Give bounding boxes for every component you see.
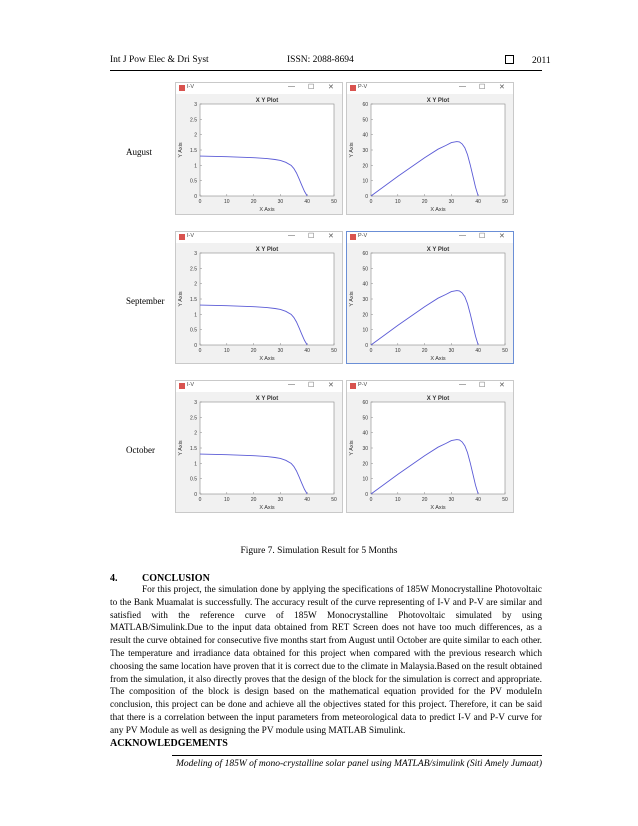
close-button[interactable]: ✕	[499, 84, 505, 91]
figure-window-title: P-V	[358, 233, 368, 239]
x-tick-label: 10	[395, 348, 401, 354]
y-tick-label: 20	[362, 163, 368, 170]
y-tick-label: 2.5	[190, 415, 197, 422]
conclusion-text: For this project, the simulation done by applying the specifications of 185W Monocrystalline Photovoltaic to the Bank Muamalat is successfully. The accuracy result of the curve representing of I-V and P-V are similar and satisfied with the reference curve of 185W Monocrystalline Photovoltaic simulated by using MATLAB/Simulink.Due to the input data obtained from RET Screen does not have too much differences, as a result the curve obtained for consecutive five months start from August until October are quite similar to each other. The temperature and irradiance data obtained for this project when compared with the previous research which choosing the same location have proven that it is correct due to the climate in Malaysia.Based on the result obtained from the simulation, it also directly proves that the design of the block for the simulation is correct and appropriate. The composition of the block is design based on the mathematical equation provided for the PV moduleIn conclusion, this project can be done and achieve all the objectives stated for this project. Therefore, it can be said that there is a correlation between the input parameters from meteorological data to predict I-V and P-V curve for any PV Module as well as designing the PV module using MATLAB Simulink.	[110, 585, 542, 736]
x-tick-label: 20	[250, 199, 257, 205]
plot-title: X Y Plot	[255, 98, 279, 104]
y-tick-label: 3	[194, 102, 197, 108]
y-tick-label: 0	[365, 343, 368, 349]
figure-titlebar	[176, 83, 342, 94]
x-tick-label: 10	[224, 199, 230, 205]
y-tick-label: 1	[194, 163, 197, 170]
x-tick-label: 40	[475, 199, 481, 205]
figure-titlebar	[176, 381, 342, 392]
maximize-button[interactable]: ☐	[308, 84, 315, 91]
plot-title: X Y Plot	[426, 247, 450, 253]
figure-window-title: I-V	[187, 84, 195, 90]
x-tick-label: 30	[448, 497, 455, 503]
y-tick-label: 0	[194, 343, 197, 349]
x-tick-label: 10	[395, 199, 401, 205]
maximize-button[interactable]: ☐	[308, 233, 315, 240]
maximize-button[interactable]: ☐	[479, 84, 486, 91]
x-tick-label: 40	[304, 497, 310, 503]
x-tick-label: 0	[369, 348, 373, 354]
conclusion-paragraph	[110, 584, 542, 738]
minimize-button[interactable]: —	[288, 232, 295, 239]
y-tick-label: 1.5	[190, 446, 197, 452]
matlab-figure-icon	[350, 383, 356, 389]
y-tick-label: 10	[362, 476, 368, 483]
y-axis-label: Y Axis	[349, 440, 355, 456]
plot-title: X Y Plot	[255, 247, 279, 253]
acknowledgements-heading: ACKNOWLEDGEMENTS	[110, 738, 228, 749]
section-title: CONCLUSION	[142, 573, 210, 584]
figure-titlebar	[347, 381, 513, 392]
x-tick-label: 50	[331, 348, 337, 354]
x-tick-label: 40	[475, 497, 481, 503]
minimize-button[interactable]: —	[288, 83, 295, 90]
y-tick-label: 1	[194, 461, 197, 468]
figure-window-september-p-v	[346, 231, 514, 364]
x-tick-label: 50	[502, 348, 508, 354]
x-axis-label: X Axis	[430, 356, 446, 362]
y-tick-label: 20	[362, 461, 368, 468]
figure-titlebar	[347, 232, 513, 243]
y-tick-label: 0	[365, 492, 368, 498]
minimize-button[interactable]: —	[459, 381, 466, 388]
xy-plot-chart	[347, 94, 515, 216]
y-tick-label: 50	[362, 117, 368, 124]
x-tick-label: 0	[198, 348, 202, 354]
y-tick-label: 2	[194, 281, 197, 288]
section-heading	[110, 573, 210, 584]
x-tick-label: 50	[331, 199, 337, 205]
x-axis-label: X Axis	[259, 356, 275, 362]
y-tick-label: 40	[362, 430, 368, 437]
x-tick-label: 20	[421, 199, 428, 205]
x-tick-label: 0	[198, 497, 202, 503]
x-axis-label: X Axis	[430, 207, 446, 213]
y-tick-label: 40	[362, 281, 368, 288]
x-tick-label: 40	[304, 348, 310, 354]
y-axis-label: Y Axis	[178, 142, 184, 158]
xy-plot-chart	[347, 392, 515, 514]
plot-axes-box	[371, 104, 505, 196]
maximize-button[interactable]: ☐	[479, 382, 486, 389]
matlab-figure-icon	[179, 383, 185, 389]
y-tick-label: 1.5	[190, 148, 197, 154]
plot-axes-box	[200, 253, 334, 345]
x-tick-label: 10	[224, 348, 230, 354]
y-tick-label: 40	[362, 132, 368, 139]
x-tick-label: 20	[250, 497, 257, 503]
close-button[interactable]: ✕	[499, 382, 505, 389]
y-tick-label: 0	[194, 194, 197, 200]
figure-window-september-i-v	[175, 231, 343, 364]
figure-window-october-p-v	[346, 380, 514, 513]
y-tick-label: 0.5	[190, 178, 197, 185]
x-tick-label: 10	[395, 497, 401, 503]
maximize-button[interactable]: ☐	[308, 382, 315, 389]
y-axis-label: Y Axis	[349, 291, 355, 307]
matlab-figure-icon	[350, 85, 356, 91]
figure-window-title: I-V	[187, 233, 195, 239]
minimize-button[interactable]: —	[459, 83, 466, 90]
y-tick-label: 30	[362, 148, 368, 154]
y-tick-label: 30	[362, 446, 368, 452]
y-tick-label: 10	[362, 178, 368, 185]
figure-window-title: P-V	[358, 84, 368, 90]
y-tick-label: 0.5	[190, 327, 197, 334]
y-tick-label: 20	[362, 312, 368, 319]
footer-rule	[172, 755, 542, 756]
close-button[interactable]: ✕	[499, 233, 505, 240]
section-number: 4.	[110, 573, 118, 584]
x-tick-label: 20	[421, 348, 428, 354]
journal-name: Int J Pow Elec & Dri Syst	[110, 55, 209, 65]
y-tick-label: 2.5	[190, 266, 197, 273]
running-footer: Modeling of 185W of mono-crystalline solar panel using MATLAB/simulink (Siti Amely Jumaat)	[176, 759, 542, 769]
figure-window-august-i-v	[175, 82, 343, 215]
close-button[interactable]: ✕	[328, 84, 334, 91]
maximize-button[interactable]: ☐	[479, 233, 486, 240]
figure-window-title: I-V	[187, 382, 195, 388]
plot-axes-box	[200, 104, 334, 196]
y-tick-label: 60	[362, 251, 368, 257]
y-tick-label: 0	[365, 194, 368, 200]
matlab-figure-icon	[179, 85, 185, 91]
header-rule	[110, 70, 542, 71]
figure-window-august-p-v	[346, 82, 514, 215]
xy-plot-chart	[347, 243, 515, 365]
y-tick-label: 10	[362, 327, 368, 334]
x-axis-label: X Axis	[259, 207, 275, 213]
x-tick-label: 50	[502, 199, 508, 205]
x-tick-label: 0	[198, 199, 202, 205]
xy-plot-chart	[176, 243, 344, 365]
minimize-button[interactable]: —	[288, 381, 295, 388]
header-year-block	[505, 55, 551, 66]
y-tick-label: 60	[362, 400, 368, 406]
checkbox-icon	[505, 55, 514, 64]
minimize-button[interactable]: —	[459, 232, 466, 239]
y-tick-label: 30	[362, 297, 368, 303]
x-tick-label: 30	[448, 199, 455, 205]
x-tick-label: 50	[502, 497, 508, 503]
plot-title: X Y Plot	[426, 98, 450, 104]
x-tick-label: 10	[224, 497, 230, 503]
figure-window-october-i-v	[175, 380, 343, 513]
x-tick-label: 0	[369, 199, 373, 205]
y-axis-label: Y Axis	[178, 440, 184, 456]
matlab-figure-icon	[179, 234, 185, 240]
month-label-september: September	[126, 296, 165, 306]
xy-plot-chart	[176, 94, 344, 216]
y-tick-label: 3	[194, 400, 197, 406]
y-tick-label: 50	[362, 415, 368, 422]
x-tick-label: 20	[250, 348, 257, 354]
figure-titlebar	[347, 83, 513, 94]
x-tick-label: 30	[448, 348, 455, 354]
y-axis-label: Y Axis	[349, 142, 355, 158]
y-tick-label: 2	[194, 132, 197, 139]
x-axis-label: X Axis	[430, 505, 446, 511]
plot-axes-box	[371, 402, 505, 494]
matlab-figure-icon	[350, 234, 356, 240]
x-tick-label: 30	[277, 497, 284, 503]
x-axis-label: X Axis	[259, 505, 275, 511]
issn: ISSN: 2088-8694	[287, 55, 354, 65]
y-tick-label: 0	[194, 492, 197, 498]
figure-window-title: P-V	[358, 382, 368, 388]
plot-axes-box	[200, 402, 334, 494]
y-tick-label: 60	[362, 102, 368, 108]
y-tick-label: 1	[194, 312, 197, 319]
y-tick-label: 3	[194, 251, 197, 257]
xy-plot-chart	[176, 392, 344, 514]
y-axis-label: Y Axis	[178, 291, 184, 307]
month-label-august: August	[126, 147, 153, 157]
y-tick-label: 2.5	[190, 117, 197, 124]
x-tick-label: 30	[277, 199, 284, 205]
month-label-october: October	[126, 445, 155, 455]
close-button[interactable]: ✕	[328, 382, 334, 389]
x-tick-label: 40	[304, 199, 310, 205]
x-tick-label: 40	[475, 348, 481, 354]
x-tick-label: 50	[331, 497, 337, 503]
x-tick-label: 0	[369, 497, 373, 503]
close-button[interactable]: ✕	[328, 233, 334, 240]
y-tick-label: 1.5	[190, 297, 197, 303]
plot-axes-box	[371, 253, 505, 345]
plot-title: X Y Plot	[255, 396, 279, 402]
y-tick-label: 50	[362, 266, 368, 273]
y-tick-label: 2	[194, 430, 197, 437]
figure-titlebar	[176, 232, 342, 243]
figure-caption: Figure 7. Simulation Result for 5 Months	[240, 546, 398, 556]
x-tick-label: 30	[277, 348, 284, 354]
x-tick-label: 20	[421, 497, 428, 503]
y-tick-label: 0.5	[190, 476, 197, 483]
year: 2011	[532, 56, 551, 66]
plot-title: X Y Plot	[426, 396, 450, 402]
